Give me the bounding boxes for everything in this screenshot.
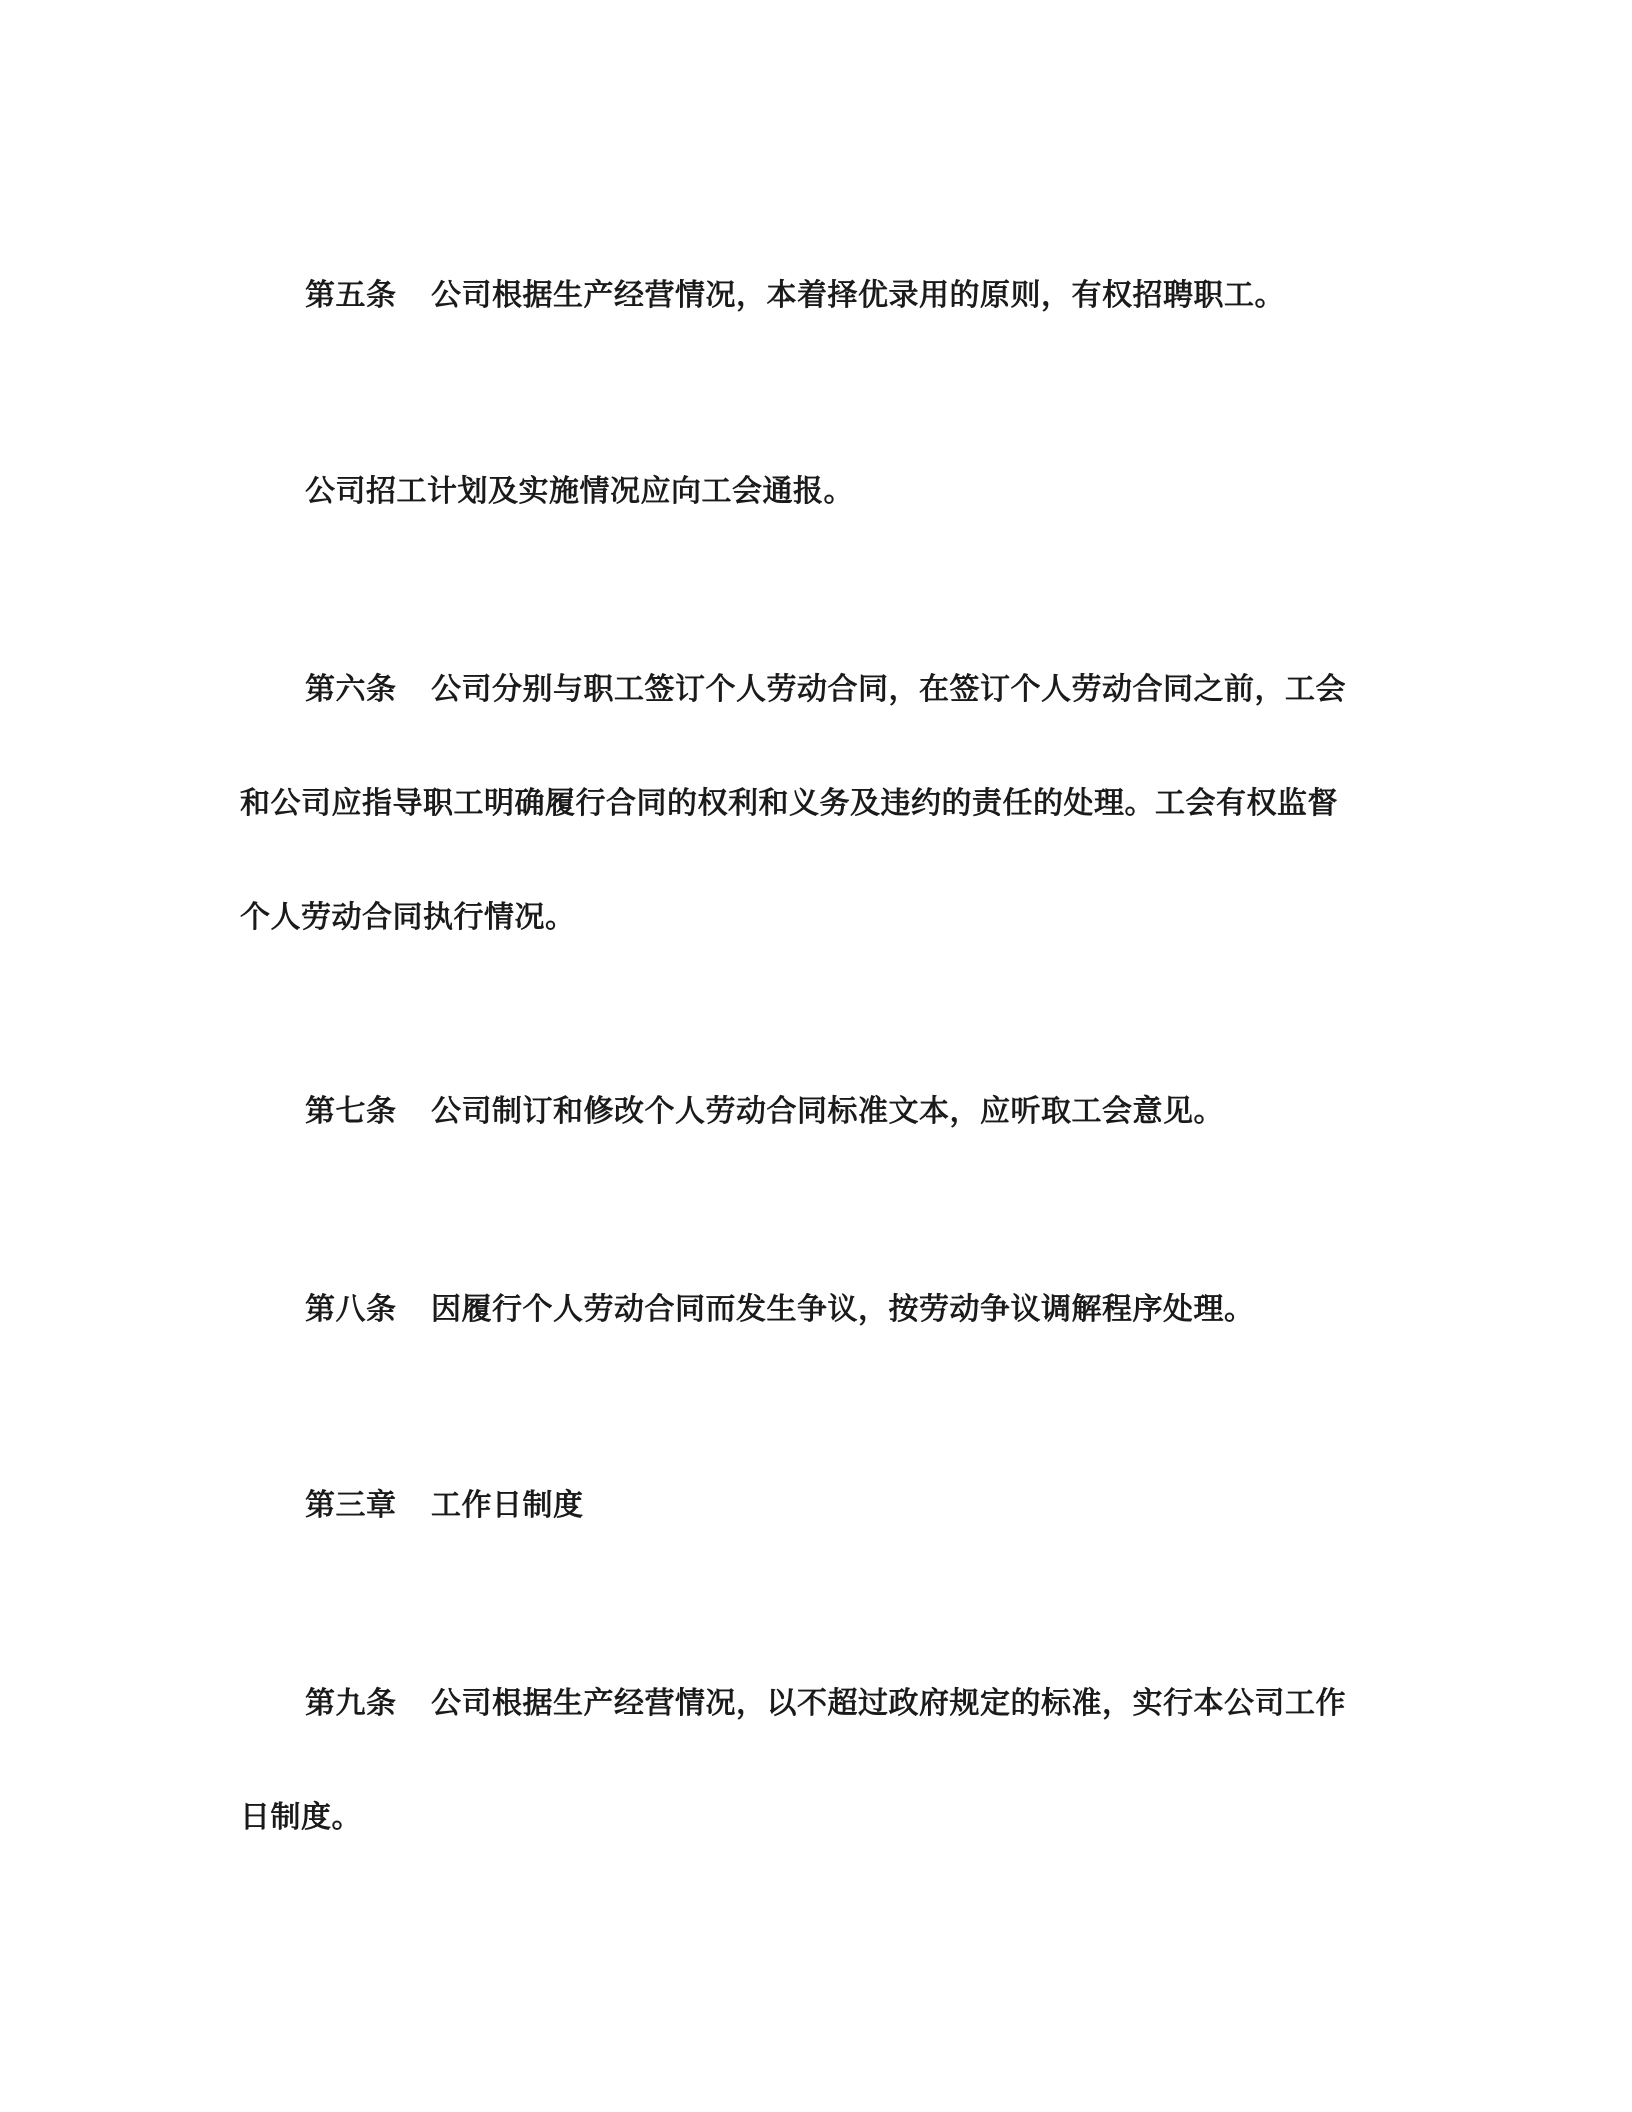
- article-text: 日制度。: [240, 1800, 362, 1835]
- recruitment-notice-paragraph: [305, 472, 854, 512]
- chapter-3-heading: [305, 1486, 584, 1526]
- article-8: [305, 1290, 1255, 1330]
- paragraph-text: 公司招工计划及实施情况应向工会通报。: [305, 474, 854, 509]
- article-6-line-2: [240, 784, 1338, 824]
- article-label: 第九条: [305, 1686, 397, 1721]
- chapter-title: 工作日制度: [431, 1488, 584, 1523]
- article-text: 个人劳动合同执行情况。: [240, 900, 576, 935]
- article-6-line-1: [305, 670, 1346, 710]
- article-9-line-1: [305, 1684, 1346, 1724]
- article-9-line-2: [240, 1798, 362, 1838]
- article-label: 第六条: [305, 672, 397, 707]
- article-5: [305, 276, 1285, 316]
- article-label: 第五条: [305, 278, 397, 313]
- article-7: [305, 1092, 1224, 1132]
- article-text: 和公司应指导职工明确履行合同的权利和义务及违约的责任的处理。工会有权监督: [240, 786, 1338, 821]
- article-text: 公司制订和修改个人劳动合同标准文本，应听取工会意见。: [431, 1094, 1224, 1129]
- article-text: 因履行个人劳动合同而发生争议，按劳动争议调解程序处理。: [431, 1292, 1255, 1327]
- article-text: 公司根据生产经营情况，本着择优录用的原则，有权招聘职工。: [431, 278, 1285, 313]
- article-text: 公司分别与职工签订个人劳动合同，在签订个人劳动合同之前，工会: [431, 672, 1346, 707]
- article-6-line-3: [240, 898, 576, 938]
- article-label: 第七条: [305, 1094, 397, 1129]
- article-text: 公司根据生产经营情况，以不超过政府规定的标准，实行本公司工作: [431, 1686, 1346, 1721]
- article-label: 第八条: [305, 1292, 397, 1327]
- chapter-label: 第三章: [305, 1488, 397, 1523]
